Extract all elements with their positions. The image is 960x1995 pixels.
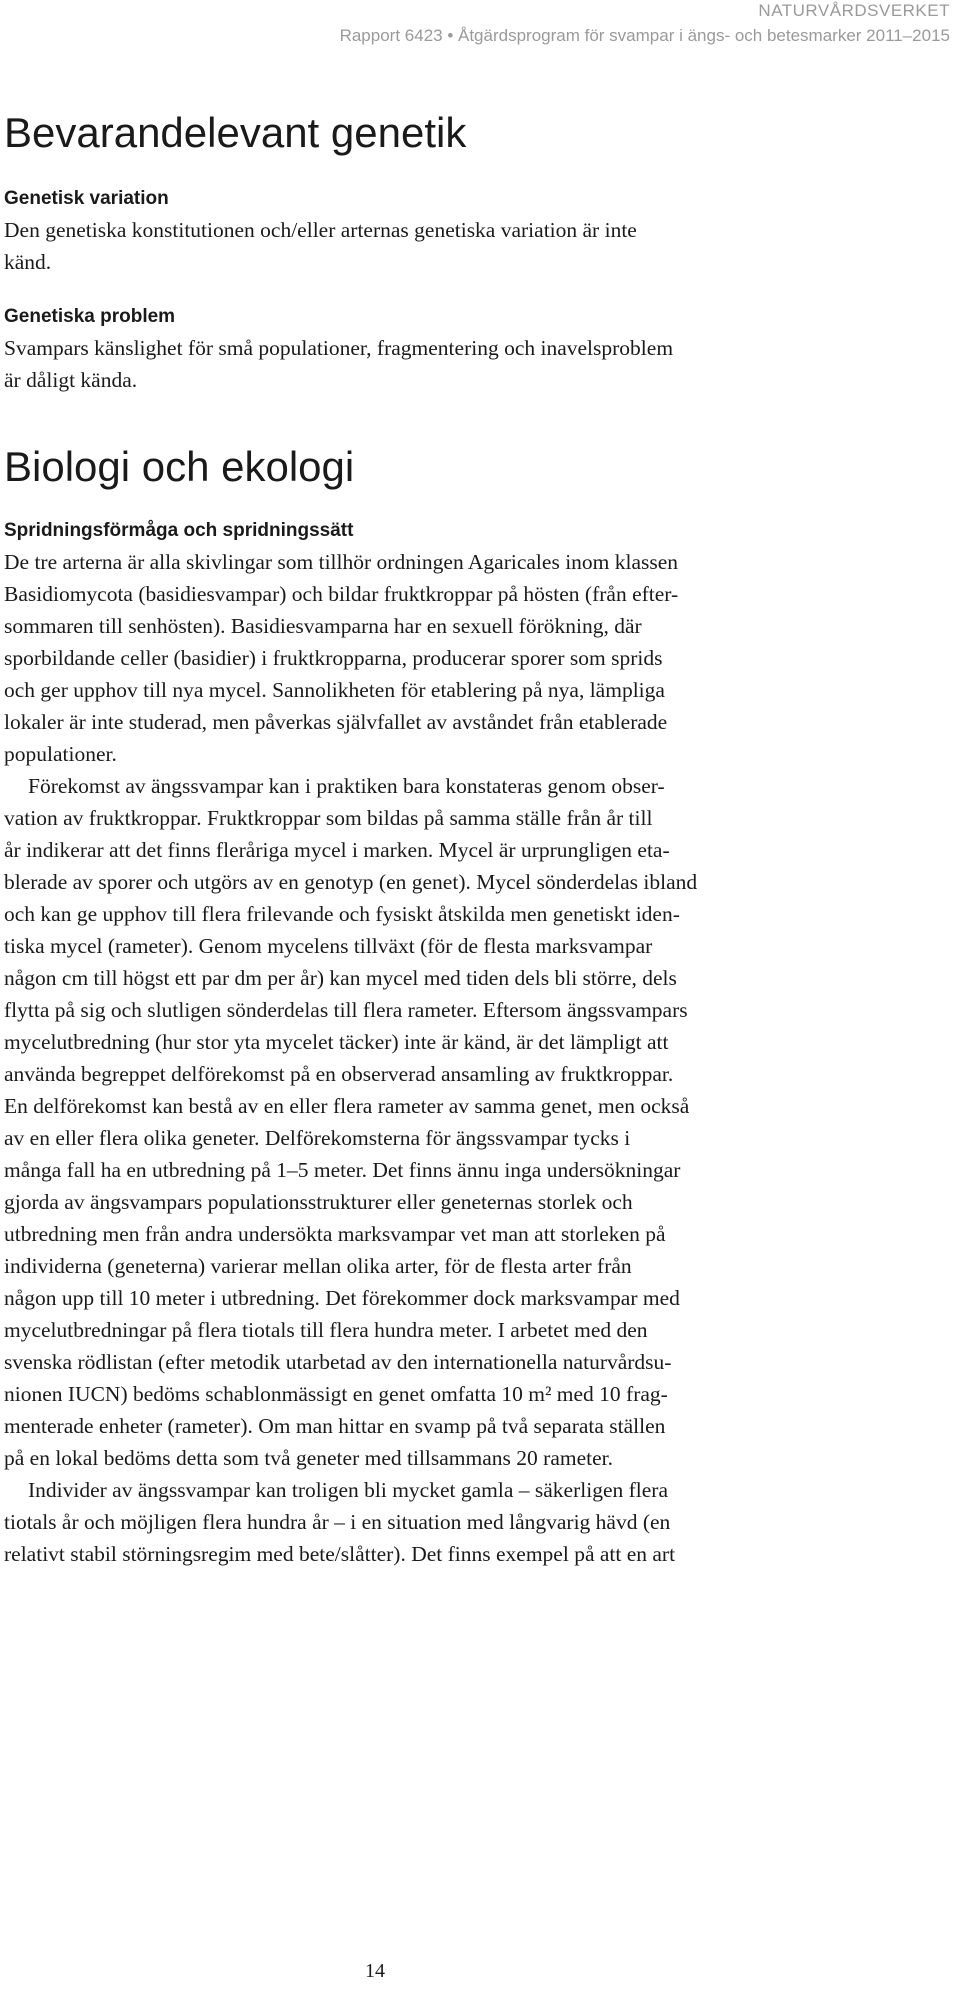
paragraph-line: svenska rödlistan (efter metodik utarbetad av den internationella naturvårdsu- bbox=[4, 1350, 672, 1374]
paragraph-line: nionen IUCN) bedöms schablonmässigt en genet omfatta 10 m² med 10 frag- bbox=[4, 1382, 668, 1406]
paragraph-line: någon upp till 10 meter i utbredning. Det förekommer dock marksvampar med bbox=[4, 1286, 680, 1310]
paragraph-line: mycelutbredningar på flera tiotals till flera hundra meter. I arbetet med den bbox=[4, 1318, 648, 1342]
running-header bbox=[340, 0, 950, 48]
paragraph-line: En delförekomst kan bestå av en eller flera rameter av samma genet, men också bbox=[4, 1094, 690, 1118]
paragraph-line: många fall ha en utbredning på 1–5 meter. Det finns ännu inga undersökningar bbox=[4, 1158, 681, 1182]
paragraph-line: tiska mycel (rameter). Genom mycelens tillväxt (för de flesta marksvampar bbox=[4, 934, 653, 958]
paragraph-line: lokaler är inte studerad, men påverkas självfallet av avståndet från etablerade bbox=[4, 710, 668, 734]
paragraph-line: utbredning men från andra undersökta marksvampar vet man att storleken på bbox=[4, 1222, 666, 1246]
paragraph-line: populationer. bbox=[4, 742, 117, 766]
paragraph-line: känd. bbox=[4, 250, 52, 274]
paragraph-line: menterade enheter (rameter). Om man hittar en svamp på två separata ställen bbox=[4, 1414, 666, 1438]
paragraph-line: använda begreppet delförekomst på en observerad ansamling av fruktkroppar. bbox=[4, 1062, 674, 1086]
header-report-title: Rapport 6423 • Åtgärdsprogram för svampar i ängs- och betesmarker 2011–2015 bbox=[339, 26, 950, 45]
genetics-section-heading: Bevarandelevant genetik bbox=[4, 109, 467, 156]
paragraph-line: Svampars känslighet för små populationer, fragmentering och inavelsproblem bbox=[4, 336, 674, 360]
paragraph-line: relativt stabil störningsregim med bete/slåtter). Det finns exempel på att en art bbox=[4, 1542, 676, 1566]
paragraph-line: av en eller flera olika geneter. Delförekomsterna för ängssvampar tycks i bbox=[4, 1126, 631, 1150]
paragraph-line: Individer av ängssvampar kan troligen bli mycket gamla – säkerligen flera bbox=[28, 1478, 669, 1502]
paragraph-line: mycelutbredning (hur stor yta mycelet täcker) inte är känd, är det lämpligt att bbox=[4, 1030, 669, 1054]
dispersal-heading: Spridningsförmåga och spridningssätt bbox=[4, 520, 354, 541]
paragraph-line: Den genetiska konstitutionen och/eller arternas genetiska variation är inte bbox=[4, 218, 637, 242]
paragraph-line: Basidiomycota (basidiesvampar) och bildar fruktkroppar på hösten (från efter- bbox=[4, 582, 679, 606]
paragraph-line: gjorda av ängsvampars populationsstrukturer eller geneternas storlek och bbox=[4, 1190, 633, 1214]
paragraph-line: tiotals år och möjligen flera hundra år – i en situation med långvarig hävd (en bbox=[4, 1510, 671, 1534]
genetic-problems-heading: Genetiska problem bbox=[4, 306, 176, 327]
paragraph-line: Förekomst av ängssvampar kan i praktiken bara konstateras genom obser- bbox=[28, 774, 665, 798]
biology-section-heading: Biologi och ekologi bbox=[4, 443, 355, 490]
paragraph-line: flytta på sig och slutligen sönderdelas till flera rameter. Eftersom ängssvampars bbox=[4, 998, 688, 1022]
paragraph-line: vation av fruktkroppar. Fruktkroppar som bildas på samma ställe från år till bbox=[4, 806, 653, 830]
genetic-variation-heading: Genetisk variation bbox=[4, 188, 169, 209]
page-number: 14 bbox=[365, 1960, 385, 1982]
paragraph-line: De tre arterna är alla skivlingar som tillhör ordningen Agaricales inom klassen bbox=[4, 550, 679, 574]
paragraph-line: individerna (geneterna) varierar mellan olika arter, för de flesta arter från bbox=[4, 1254, 632, 1278]
paragraph-line: år indikerar att det finns fleråriga mycel i marken. Mycel är urprungligen eta- bbox=[4, 838, 670, 862]
paragraph-line: sommaren till senhösten). Basidiesvamparna har en sexuell förökning, där bbox=[4, 614, 642, 638]
paragraph-line: sporbildande celler (basidier) i fruktkropparna, producerar sporer som sprids bbox=[4, 646, 663, 670]
paragraph-line: någon cm till högst ett par dm per år) kan mycel med tiden dels bli större, dels bbox=[4, 966, 677, 990]
paragraph-line: och kan ge upphov till flera frilevande och fysiskt åtskilda men genetiskt iden- bbox=[4, 902, 680, 926]
paragraph-line: på en lokal bedöms detta som två geneter med tillsammans 20 rameter. bbox=[4, 1446, 613, 1470]
header-organization: NATURVÅRDSVERKET bbox=[758, 1, 950, 20]
paragraph-line: är dåligt kända. bbox=[4, 368, 138, 392]
paragraph-line: och ger upphov till nya mycel. Sannolikheten för etablering på nya, lämpliga bbox=[4, 678, 665, 702]
paragraph-line: blerade av sporer och utgörs av en genotyp (en genet). Mycel sönderdelas ibland bbox=[4, 870, 698, 894]
